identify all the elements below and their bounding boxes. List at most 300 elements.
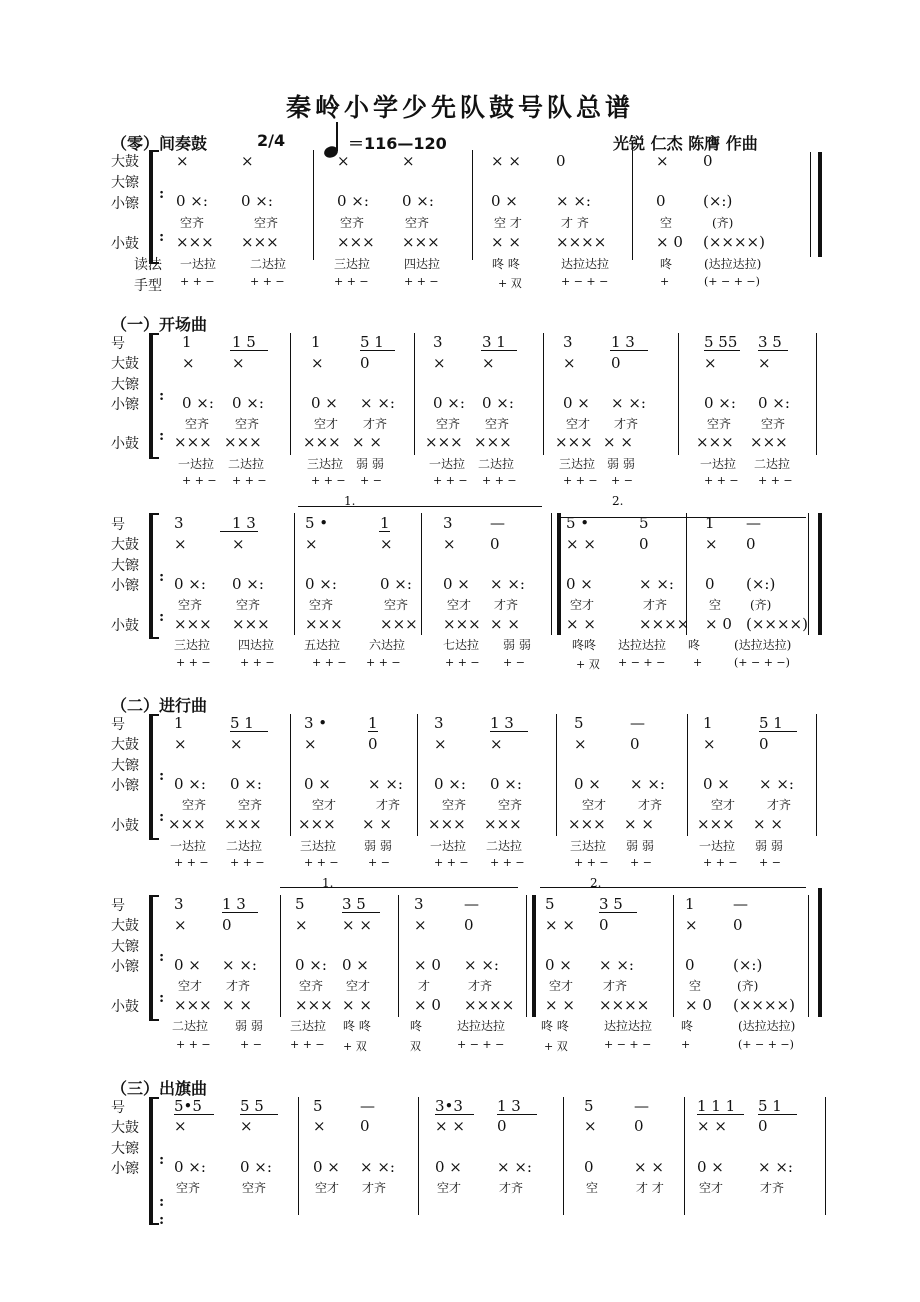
trumpet-note: 5 [545,895,555,913]
xiaogu-cell: × 0 [414,996,441,1014]
trumpet-note: 5 [574,714,584,732]
xiaocha-syllable: 空才 [437,1181,462,1195]
final-barline [818,513,822,635]
reading-syllable: 弱 弱 [755,839,783,853]
xiaocha-cell: × ×: [630,775,665,793]
repeat-dots: : [159,768,165,784]
xiaocha-syllable: 空才 [315,1181,340,1195]
dagu-cell: × [563,354,576,372]
trumpet-note: 5 • [305,514,329,532]
dagu-cell: × [305,535,318,553]
volta-1-label: 1. [344,494,356,508]
xiaocha-cell: 0 × [435,1158,462,1176]
trumpet-note: 1 3 [232,514,256,532]
trumpet-note: 3 [414,895,424,913]
reading-syllable: 二达拉 [250,257,287,271]
xiaocha-syllable: 空齐 [309,598,334,612]
s1a-label-dacha: 大镲 [111,377,139,393]
xiaocha-cell: 0 ×: [434,775,466,793]
reading-syllable: 三达拉 [570,839,607,853]
xiaogu-cell: × 0 [685,996,712,1014]
reading-syllable: 咚 咚 [343,1019,371,1033]
trumpet-note: 3 • [304,714,328,732]
note-underline [481,350,517,351]
dagu-cell: 0 [630,735,640,753]
xiaocha-cell: × × [634,1158,664,1176]
note-underline [222,912,258,913]
xiaocha-cell: 0 ×: [380,575,412,593]
dagu-cell: × [574,735,587,753]
final-barline-thin [810,152,811,257]
s1b-label-xiaocha: 小镲 [111,578,139,594]
xiaocha-syllable: 才齐 [362,1181,387,1195]
reading-syllable: 咚 [660,257,673,271]
repeat-dots: : [159,388,165,404]
system-bracket [149,333,159,459]
xiaogu-cell: ×××× [464,996,515,1014]
note-underline [230,350,268,351]
barline [313,150,314,260]
note-underline [697,1114,744,1115]
barline [678,333,679,455]
repeat-barline [532,895,536,1017]
trumpet-note: 5 [639,514,649,532]
reading-syllable: 一达拉 [430,839,467,853]
volta-1-line [280,887,518,888]
xiaocha-cell: × ×: [368,775,403,793]
note-underline [610,350,648,351]
xiaocha-syllable: 才齐 [494,598,519,612]
xiaocha-syllable: (齐) [750,598,772,612]
reading-syllable: 二达拉 [226,839,263,853]
s1a-label-xiaocha: 小镲 [111,397,139,413]
s3a-label-dagu: 大鼓 [111,1120,139,1136]
trumpet-note: 3 [563,333,573,351]
xiaocha-syllable: 空 [586,1181,599,1195]
volta-1-line [298,506,542,507]
note-underline [490,731,528,732]
xiaocha-syllable: 才齐 [499,1181,524,1195]
dagu-cell: × [380,535,393,553]
xiaogu-cell: ××× [176,233,214,251]
xiaocha-cell: 0 ×: [174,1158,206,1176]
xiaocha-syllable: 才 才 [636,1181,664,1195]
reading-syllable: 咚咚 [572,638,597,652]
reading-syllable: 一达拉 [180,257,217,271]
trumpet-note: 3 [174,514,184,532]
xiaocha-syllable: 空齐 [235,417,260,431]
xiaocha-syllable: 才齐 [376,798,401,812]
xiaogu-cell: ××× [295,996,333,1014]
xiaogu-cell: ××× [568,815,606,833]
xiaocha-syllable: 空才 [549,979,574,993]
trumpet-note: 5 1 [759,714,783,732]
xiaogu-cell: × × [566,615,596,633]
s0-label-shouxing: 手型 [134,278,162,294]
xiaocha-cell: 0 ×: [174,575,206,593]
s1b-label-hao: 号 [111,517,125,533]
barline [563,1097,564,1215]
dagu-cell: 0 [758,1117,768,1135]
xiaocha-syllable: 空齐 [340,216,365,230]
dagu-cell: 0 [611,354,621,372]
reading-syllable: 三达拉 [559,457,596,471]
reading-syllable: 二达拉 [228,457,265,471]
xiaocha-cell: 0 ×: [241,192,273,210]
trumpet-note: 1 [368,714,378,732]
xiaogu-cell: × × [342,996,372,1014]
hand-sign: + + − [311,474,346,487]
barline [280,895,281,1017]
xiaogu-cell: ××× [224,815,262,833]
hand-sign: + [681,1038,691,1051]
hand-sign: + + − [563,474,598,487]
reading-syllable: 二达拉 [754,457,791,471]
xiaocha-cell: 0 ×: [402,192,434,210]
xiaocha-cell: × ×: [556,192,591,210]
xiaocha-cell: 0 ×: [174,775,206,793]
hand-sign: + 双 [498,277,522,290]
xiaocha-cell: (×:) [733,956,763,974]
hand-sign: + − [630,856,652,869]
hand-sign: + − [759,856,781,869]
barline [684,1097,685,1215]
dagu-cell: × [703,735,716,753]
barline [290,714,291,836]
barline [632,150,633,260]
xiaocha-syllable: 才 齐 [561,216,589,230]
dagu-cell: × [482,354,495,372]
hand-sign: + + − [290,1038,325,1051]
xiaocha-cell: 0 ×: [232,394,264,412]
xiaocha-syllable: 才齐 [767,798,792,812]
xiaogu-cell: × × [490,615,520,633]
trumpet-note: 3•3 [435,1097,463,1115]
xiaogu-cell: ××× [168,815,206,833]
xiaocha-cell: × ×: [611,394,646,412]
hand-sign: + + − [490,856,525,869]
reading-syllable: 弱 弱 [607,457,635,471]
barline [290,333,291,455]
xiaocha-cell: × ×: [599,956,634,974]
xiaocha-syllable: 空才 [447,598,472,612]
reading-syllable: 一达拉 [700,457,737,471]
dagu-cell: × [174,735,187,753]
section-1-title: （一）开场曲 [111,315,208,334]
repeat-barline-thin [526,895,527,1017]
barline [543,333,544,455]
dagu-cell: × [232,354,245,372]
reading-syllable: 弱 弱 [356,457,384,471]
xiaogu-cell: × 0 [705,615,732,633]
reading-syllable: 弱 弱 [626,839,654,853]
barline [808,513,809,635]
xiaogu-cell: ××× [380,615,418,633]
time-signature: 2/4 [257,131,286,150]
system-bracket [149,513,159,639]
dagu-cell: × [232,535,245,553]
s1a-label-xiaogu: 小鼓 [111,436,139,452]
dagu-cell: × [414,916,427,934]
xiaocha-syllable: 空齐 [761,417,786,431]
dagu-cell: 0 [360,354,370,372]
xiaogu-cell: ×××× [556,233,607,251]
barline [808,895,809,1017]
volta-2-label: 2. [612,494,624,508]
xiaogu-cell: (××××) [746,615,808,633]
dagu-cell: × × [342,916,372,934]
xiaocha-syllable: 才齐 [638,798,663,812]
trumpet-note: 5 • [566,514,590,532]
xiaocha-syllable: 空才 [699,1181,724,1195]
s0-label-xiaocha: 小镲 [111,196,139,212]
page-title: 秦岭小学少先队鼓号队总谱 [285,93,634,122]
dagu-cell: 0 [639,535,649,553]
xiaocha-cell: 0 × [491,192,518,210]
note-underline [758,1114,797,1115]
hand-sign: + + − [182,474,217,487]
xiaocha-cell: 0 × [574,775,601,793]
note-underline [342,912,380,913]
repeat-dots: : [159,990,165,1006]
xiaocha-cell: 0 × [304,775,331,793]
xiaocha-cell: × ×: [360,394,395,412]
hand-sign: + + − [704,474,739,487]
xiaogu-cell: ××× [174,615,212,633]
xiaocha-syllable: 空齐 [299,979,324,993]
system-bracket [149,1097,159,1225]
barline [414,333,415,455]
barline [816,714,817,836]
xiaogu-cell: ××× [174,996,212,1014]
trumpet-note: 5 [313,1097,323,1115]
reading-syllable: 达拉达拉 [561,257,610,271]
note-underline [435,1114,474,1115]
reading-syllable: 五达拉 [304,638,341,652]
dagu-cell: × [174,535,187,553]
trumpet-note: 1 5 [232,333,256,351]
reading-syllable: 三达拉 [334,257,371,271]
hand-sign: + + − [404,275,439,288]
repeat-dots: : [159,1152,165,1168]
xiaogu-cell: × × [624,815,654,833]
trumpet-note: 5 [295,895,305,913]
hand-sign: + [693,656,703,669]
volta-2-label: 2. [590,876,602,890]
note-underline [599,912,637,913]
xiaocha-syllable: 空齐 [178,598,203,612]
hand-sign: + − + − [618,656,666,669]
xiaocha-cell: 0 ×: [232,575,264,593]
section-0-title: （零）间奏鼓 [111,134,208,153]
reading-syllable: 咚 [688,638,701,652]
hand-sign: + − [360,474,382,487]
trumpet-note: — [634,1097,649,1115]
repeat-dots: : [159,609,165,625]
dagu-cell: 0 [222,916,232,934]
system-bracket [149,150,159,264]
xiaocha-cell: 0 ×: [182,394,214,412]
xiaocha-cell: 0 × [545,956,572,974]
hand-sign: + + − [574,856,609,869]
xiaogu-cell: (××××) [703,233,765,251]
xiaogu-cell: ××× [555,433,593,451]
xiaogu-cell: ×××× [639,615,690,633]
xiaogu-cell: × × [222,996,252,1014]
barline [298,1097,299,1215]
reading-syllable: 咚 咚 [492,257,520,271]
s1a-label-hao: 号 [111,336,125,352]
xiaogu-cell: ××× [443,615,481,633]
trumpet-note: 3 5 [599,895,623,913]
repeat-barline-thin [551,513,552,635]
note-underline [230,731,268,732]
xiaocha-syllable: 空齐 [185,417,210,431]
hand-sign: (+ − + −) [738,1038,794,1051]
dagu-cell: × [443,535,456,553]
s3a-label-hao: 号 [111,1100,125,1116]
xiaocha-syllable: 空齐 [182,798,207,812]
s1b-label-dagu: 大鼓 [111,537,139,553]
xiaocha-syllable: 空齐 [176,1181,201,1195]
reading-syllable: 二达拉 [172,1019,209,1033]
note-underline [759,731,797,732]
trumpet-note: — [733,895,748,913]
trumpet-note: 3 5 [342,895,366,913]
trumpet-note: 1 [174,714,184,732]
dagu-cell: × [433,354,446,372]
xiaocha-cell: 0 × [697,1158,724,1176]
xiaogu-cell: ××× [697,815,735,833]
xiaocha-syllable: 才齐 [363,417,388,431]
xiaogu-cell: ××× [402,233,440,251]
xiaocha-cell: 0 × [342,956,369,974]
s2b-label-xiaocha: 小镲 [111,959,139,975]
xiaocha-cell: 0 × [563,394,590,412]
xiaogu-cell: × 0 [656,233,683,251]
xiaocha-cell: 0 [656,192,666,210]
hand-sign: + + − [174,856,209,869]
hand-sign: + + − [703,856,738,869]
note-underline [379,531,390,532]
hand-sign: + + − [250,275,285,288]
xiaogu-cell: (××××) [733,996,795,1014]
xiaogu-cell: × × [491,233,521,251]
s0-label-dacha: 大镲 [111,175,139,191]
section-2-title: （二）进行曲 [111,696,208,715]
xiaogu-cell: ××× [425,433,463,451]
barline [421,513,422,635]
dagu-cell: × [704,354,717,372]
xiaogu-cell: × × [545,996,575,1014]
dagu-cell: × × [545,916,575,934]
hand-sign: (+ − + −) [704,275,760,288]
trumpet-note: 5 1 [360,333,384,351]
xiaocha-cell: (×:) [746,575,776,593]
volta-2-line [560,517,806,518]
xiaogu-cell: ××× [428,815,466,833]
trumpet-note: 5 1 [758,1097,782,1115]
xiaocha-syllable: 空才 [346,979,371,993]
xiaocha-syllable: (齐) [712,216,734,230]
hand-sign: + − [368,856,390,869]
dagu-cell: × [240,1117,253,1135]
xiaogu-cell: ××× [174,433,212,451]
dagu-cell: 0 [703,152,713,170]
reading-syllable: 咚 咚 [541,1019,569,1033]
note-underline [240,1114,278,1115]
barline [673,895,674,1017]
barline [417,714,418,836]
xiaocha-cell: 0 ×: [176,192,208,210]
dagu-cell: 0 [746,535,756,553]
hand-sign: + 双 [544,1040,568,1053]
dagu-cell: × [584,1117,597,1135]
xiaocha-cell: 0 [685,956,695,974]
hand-sign: (+ − + −) [734,656,790,669]
dagu-cell: × [656,152,669,170]
repeat-dots: : [159,428,165,444]
dagu-cell: × [434,735,447,753]
xiaocha-syllable: 才齐 [468,979,493,993]
dagu-cell: × × [491,152,521,170]
tempo-marking: ＝116—120 [348,134,447,153]
reading-syllable: 三达拉 [300,839,337,853]
xiaogu-cell: × × [753,815,783,833]
xiaocha-syllable: 空齐 [180,216,205,230]
reading-syllable: (达拉达拉) [734,638,792,652]
dagu-cell: 0 [556,152,566,170]
trumpet-note: 5 5 [240,1097,264,1115]
hand-sign: 双 [410,1040,421,1053]
xiaocha-cell: 0 ×: [295,956,327,974]
trumpet-note: 1 3 [497,1097,521,1115]
s0-label-dufa: 读法 [134,257,162,273]
dagu-cell: × [176,152,189,170]
note-underline [368,731,378,732]
hand-sign: + + − [434,856,469,869]
xiaocha-cell: 0 ×: [490,775,522,793]
xiaocha-syllable: 空 [660,216,673,230]
xiaocha-cell: 0 × [311,394,338,412]
xiaocha-cell: 0 × [313,1158,340,1176]
xiaocha-syllable: 空才 [314,417,339,431]
barline [556,714,557,836]
reading-syllable: 弱 弱 [503,638,531,652]
xiaocha-cell: 0 [584,1158,594,1176]
hand-sign: + 双 [343,1040,367,1053]
note-underline [174,1114,214,1115]
dagu-cell: × × [566,535,596,553]
xiaocha-cell: 0 ×: [305,575,337,593]
s1b-label-xiaogu: 小鼓 [111,618,139,634]
trumpet-note: — [490,514,505,532]
s2b-label-xiaogu: 小鼓 [111,999,139,1015]
trumpet-note: — [630,714,645,732]
s3a-label-xiaocha: 小镲 [111,1161,139,1177]
xiaocha-cell: × ×: [464,956,499,974]
xiaocha-cell: 0 ×: [240,1158,272,1176]
final-barline [818,152,822,257]
xiaocha-cell: 0 ×: [433,394,465,412]
dagu-cell: × [490,735,503,753]
dagu-cell: 0 [464,916,474,934]
xiaocha-syllable: 才齐 [643,598,668,612]
trumpet-note: 5 [584,1097,594,1115]
repeat-dots: : [159,229,165,245]
trumpet-note: 1 [311,333,321,351]
xiaogu-cell: ××× [298,815,336,833]
